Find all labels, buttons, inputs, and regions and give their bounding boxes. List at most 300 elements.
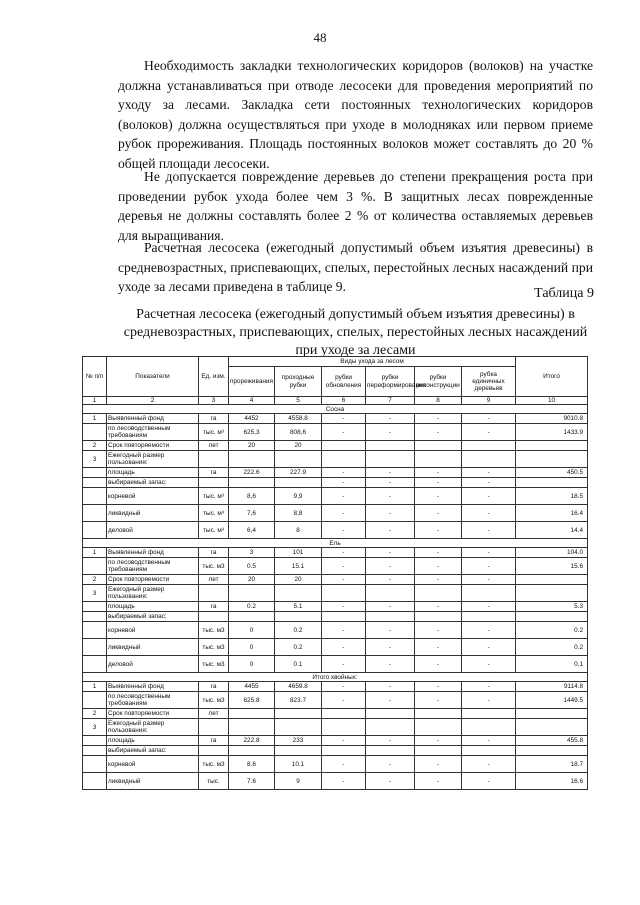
row-value: - [322, 468, 366, 478]
row-value: 20 [275, 441, 322, 451]
row-unit: тыс. м3 [199, 692, 229, 709]
row-value [462, 746, 516, 756]
table-row [83, 719, 588, 736]
row-num [83, 612, 107, 622]
row-value: - [462, 468, 516, 478]
row-value: - [415, 692, 462, 709]
row-value: - [366, 488, 415, 505]
row-unit: га [199, 736, 229, 746]
row-value [415, 719, 462, 736]
row-total: 1449.5 [516, 692, 588, 709]
col-number: 1 [83, 397, 107, 405]
table-row [83, 585, 588, 602]
row-indicator: Выявленный фонд [107, 414, 199, 424]
row-total: 18.7 [516, 756, 588, 773]
row-value: - [322, 505, 366, 522]
row-num: 1 [83, 682, 107, 692]
row-num [83, 505, 107, 522]
row-total: 450.5 [516, 468, 588, 478]
row-value: 0.2 [229, 602, 275, 612]
row-value: - [415, 478, 462, 488]
row-unit: тыс. м³ [199, 522, 229, 539]
table-row [83, 468, 588, 478]
row-value [462, 441, 516, 451]
row-indicator: деловой [107, 656, 199, 673]
row-unit: лет [199, 709, 229, 719]
row-value: - [322, 548, 366, 558]
row-indicator: корневой [107, 756, 199, 773]
row-value: 0.2 [275, 639, 322, 656]
row-total: 0.1 [516, 656, 588, 673]
row-value [462, 612, 516, 622]
table-row [83, 548, 588, 558]
row-value [415, 709, 462, 719]
row-indicator: ликвидный [107, 639, 199, 656]
row-value: 4455 [229, 682, 275, 692]
row-total [516, 451, 588, 468]
row-value: - [322, 692, 366, 709]
row-value: - [322, 622, 366, 639]
row-value: - [462, 575, 516, 585]
row-value: - [322, 488, 366, 505]
section-title: Итого хвойных: [83, 673, 588, 682]
row-value: - [415, 424, 462, 441]
row-value: - [366, 622, 415, 639]
row-value [322, 585, 366, 602]
row-unit: га [199, 468, 229, 478]
row-value [366, 441, 415, 451]
row-indicator: по лесоводственным требованиям [107, 558, 199, 575]
row-unit: га [199, 414, 229, 424]
header-total: Итого [516, 357, 588, 397]
row-value: - [322, 602, 366, 612]
row-value [275, 612, 322, 622]
row-value: - [415, 773, 462, 790]
row-unit: тыс. м3 [199, 558, 229, 575]
row-unit: тыс. м³ [199, 505, 229, 522]
row-total: 16.4 [516, 505, 588, 522]
allowable-cut-table [82, 356, 588, 790]
row-value: - [462, 488, 516, 505]
row-total [516, 746, 588, 756]
row-value [462, 719, 516, 736]
row-value: 823.7 [275, 692, 322, 709]
row-unit: тыс. [199, 773, 229, 790]
row-value: - [366, 505, 415, 522]
col-number: 9 [462, 397, 516, 405]
row-value: - [322, 656, 366, 673]
row-value: - [462, 602, 516, 612]
row-unit: тыс. м3 [199, 656, 229, 673]
row-num: 2 [83, 709, 107, 719]
row-value: 5.1 [275, 602, 322, 612]
header-indicator: Показатели [107, 357, 199, 397]
row-unit: лет [199, 441, 229, 451]
row-num [83, 424, 107, 441]
row-unit [199, 746, 229, 756]
row-value: 808,6 [275, 424, 322, 441]
row-value: 625,3 [229, 424, 275, 441]
row-value: - [415, 468, 462, 478]
table-row [83, 414, 588, 424]
row-value [415, 746, 462, 756]
row-value: - [366, 478, 415, 488]
row-total [516, 478, 588, 488]
row-indicator: выбираемый запас: [107, 746, 199, 756]
row-indicator: выбираемый запас: [107, 478, 199, 488]
row-unit: тыс. м³ [199, 488, 229, 505]
row-value: 9 [275, 773, 322, 790]
table-row [83, 682, 588, 692]
row-indicator: площадь [107, 736, 199, 746]
row-unit: га [199, 602, 229, 612]
row-value [275, 451, 322, 468]
row-total: 14.4 [516, 522, 588, 539]
table-row [83, 612, 588, 622]
row-value: - [415, 505, 462, 522]
row-indicator: ликвидный [107, 773, 199, 790]
row-value [462, 451, 516, 468]
row-value: - [415, 622, 462, 639]
row-value: - [322, 773, 366, 790]
row-value: - [462, 522, 516, 539]
row-value [366, 612, 415, 622]
table-row [83, 522, 588, 539]
col-number: 2 [107, 397, 199, 405]
row-value: - [322, 478, 366, 488]
row-num [83, 468, 107, 478]
row-indicator: Срок повторяемости [107, 709, 199, 719]
row-value: - [366, 575, 415, 585]
row-value [366, 585, 415, 602]
row-num [83, 736, 107, 746]
row-value: 233 [275, 736, 322, 746]
row-num: 3 [83, 451, 107, 468]
row-indicator: корневой [107, 622, 199, 639]
row-value: - [322, 575, 366, 585]
table-row [83, 451, 588, 468]
row-value [415, 441, 462, 451]
row-num [83, 558, 107, 575]
row-unit: тыс. м3 [199, 756, 229, 773]
row-value: - [462, 639, 516, 656]
table-row [83, 773, 588, 790]
row-value: 8 [275, 522, 322, 539]
row-value: - [366, 773, 415, 790]
row-value: - [366, 602, 415, 612]
row-indicator: площадь [107, 602, 199, 612]
row-num [83, 656, 107, 673]
row-num [83, 478, 107, 488]
row-indicator: деловой [107, 522, 199, 539]
table-row [83, 478, 588, 488]
row-value: - [415, 639, 462, 656]
row-indicator: Выявленный фонд [107, 682, 199, 692]
row-total: 9114.8 [516, 682, 588, 692]
row-unit [199, 478, 229, 488]
row-value: - [366, 522, 415, 539]
row-value: - [366, 468, 415, 478]
row-indicator: по лесоводственным требованиям [107, 424, 199, 441]
row-total: 9010.8 [516, 414, 588, 424]
row-value: 4452 [229, 414, 275, 424]
row-value: - [462, 692, 516, 709]
row-value: - [415, 558, 462, 575]
row-value: - [415, 414, 462, 424]
table-row [83, 736, 588, 746]
row-value [229, 451, 275, 468]
table-row [83, 602, 588, 612]
section-title: Ель [83, 539, 588, 548]
row-num [83, 639, 107, 656]
row-value: 0.1 [275, 656, 322, 673]
row-value: 0 [229, 622, 275, 639]
row-value [322, 612, 366, 622]
paragraph-table-reference: Расчетная лесосека (ежегодный допустимый объем изъятия древесины) в средневозрастных, приспевающих, спелых, перестойных лесных насаждений при уходе за лесами приведена в таблице 9. [118, 240, 593, 294]
col-number: 7 [366, 397, 415, 405]
row-value [322, 719, 366, 736]
table-row [83, 639, 588, 656]
row-value: 0.2 [275, 622, 322, 639]
paragraph-damage-limits: Не допускается повреждение деревьев до степени прекращения роста при проведении рубок ухода более чем 3 %. В защитных лесах поврежденные деревья не должны составлять более 2 % от количества оставляемых деревьев для выращивания. [118, 169, 593, 243]
row-value: - [366, 639, 415, 656]
row-value: - [322, 736, 366, 746]
row-value: - [462, 622, 516, 639]
row-value: - [462, 756, 516, 773]
header-type: рубки реконструкции [415, 367, 462, 397]
row-total [516, 612, 588, 622]
row-value: - [366, 558, 415, 575]
row-value: - [462, 656, 516, 673]
row-value [322, 709, 366, 719]
table-row [83, 622, 588, 639]
row-value: - [462, 424, 516, 441]
row-value [229, 612, 275, 622]
row-total [516, 719, 588, 736]
row-value: - [366, 424, 415, 441]
row-value [229, 478, 275, 488]
row-unit: га [199, 682, 229, 692]
row-value: 227.9 [275, 468, 322, 478]
col-number: 10 [516, 397, 588, 405]
table-row [83, 709, 588, 719]
row-value: - [322, 522, 366, 539]
row-num [83, 522, 107, 539]
row-total: 5.3 [516, 602, 588, 612]
row-value [322, 451, 366, 468]
row-value: - [322, 424, 366, 441]
row-value [366, 719, 415, 736]
row-value [366, 746, 415, 756]
row-unit: га [199, 548, 229, 558]
table-row [83, 656, 588, 673]
row-unit: тыс. м3 [199, 622, 229, 639]
row-indicator: Ежегодный размер пользования: [107, 451, 199, 468]
row-indicator: ликвидный [107, 505, 199, 522]
row-value: 3 [229, 548, 275, 558]
row-value: 10.1 [275, 756, 322, 773]
row-value [275, 709, 322, 719]
table-row [83, 488, 588, 505]
row-value: - [415, 602, 462, 612]
row-value: 0 [229, 639, 275, 656]
header-type: рубка единичных деревьев [462, 367, 516, 397]
row-num [83, 488, 107, 505]
table-row [83, 505, 588, 522]
table-row [83, 692, 588, 709]
row-value: - [366, 682, 415, 692]
row-unit [199, 585, 229, 602]
row-num: 3 [83, 585, 107, 602]
section-title: Сосна [83, 405, 588, 414]
row-total: 18.5 [516, 488, 588, 505]
row-value: 0.5 [229, 558, 275, 575]
row-num [83, 746, 107, 756]
row-value: - [322, 682, 366, 692]
table-row [83, 746, 588, 756]
row-total [516, 709, 588, 719]
row-value: 4558.8 [275, 414, 322, 424]
row-value: - [462, 478, 516, 488]
row-value: - [366, 736, 415, 746]
row-value: - [415, 548, 462, 558]
table-row [83, 424, 588, 441]
header-group: Виды ухода за лесом [229, 357, 516, 367]
row-indicator: Ежегодный размер пользования: [107, 585, 199, 602]
row-total: 15.6 [516, 558, 588, 575]
row-indicator: выбираемый запас: [107, 612, 199, 622]
row-total: 455.8 [516, 736, 588, 746]
row-value: 8,8 [275, 505, 322, 522]
row-value [229, 746, 275, 756]
col-number: 6 [322, 397, 366, 405]
row-total [516, 441, 588, 451]
row-value [229, 709, 275, 719]
row-value [462, 709, 516, 719]
table-row [83, 558, 588, 575]
col-number: 8 [415, 397, 462, 405]
row-num [83, 622, 107, 639]
row-total: 0.2 [516, 639, 588, 656]
row-indicator: площадь [107, 468, 199, 478]
row-indicator: Выявленный фонд [107, 548, 199, 558]
table-label: Таблица 9 [534, 286, 594, 301]
row-total: 1433.9 [516, 424, 588, 441]
row-indicator: Ежегодный размер пользования: [107, 719, 199, 736]
row-indicator: корневой [107, 488, 199, 505]
row-unit: тыс. м³ [199, 424, 229, 441]
row-value: 20 [275, 575, 322, 585]
row-num: 1 [83, 548, 107, 558]
row-unit: тыс. м3 [199, 639, 229, 656]
row-num: 3 [83, 719, 107, 736]
row-value: - [415, 736, 462, 746]
row-value: - [366, 756, 415, 773]
row-total [516, 585, 588, 602]
row-value [275, 746, 322, 756]
row-num [83, 756, 107, 773]
row-value: - [462, 736, 516, 746]
row-total: 0.2 [516, 622, 588, 639]
row-value [275, 585, 322, 602]
row-value: 0 [229, 656, 275, 673]
row-value [366, 451, 415, 468]
row-unit [199, 451, 229, 468]
row-value: - [415, 682, 462, 692]
row-value: 8,6 [229, 488, 275, 505]
row-num [83, 692, 107, 709]
row-unit [199, 612, 229, 622]
row-value: 625.8 [229, 692, 275, 709]
col-number: 3 [199, 397, 229, 405]
row-value: 20 [229, 575, 275, 585]
row-num [83, 602, 107, 612]
row-num [83, 773, 107, 790]
row-value: 4659.8 [275, 682, 322, 692]
header-type: рубки переформирования [366, 367, 415, 397]
row-value: 15.1 [275, 558, 322, 575]
header-type: рубки обновления [322, 367, 366, 397]
header-num: № п/п [83, 357, 107, 397]
table-row [83, 575, 588, 585]
row-value [415, 612, 462, 622]
row-value: - [366, 656, 415, 673]
row-value [229, 585, 275, 602]
table-caption: Расчетная лесосека (ежегодный допустимый объем изъятия древесины) в средневозрастных, приспевающих, спелых, перестойных лесных насаждений при уходе за лесами [123, 307, 588, 358]
table-row [83, 441, 588, 451]
page-number: 48 [313, 30, 327, 45]
row-value [415, 451, 462, 468]
row-value: - [415, 575, 462, 585]
row-indicator: по лесоводственным требованиям [107, 692, 199, 709]
row-indicator: Срок повторяемости [107, 441, 199, 451]
row-value: 9,9 [275, 488, 322, 505]
row-value [415, 585, 462, 602]
row-value: - [415, 522, 462, 539]
row-value [366, 709, 415, 719]
row-value [275, 719, 322, 736]
row-total: 104.0 [516, 548, 588, 558]
row-unit [199, 719, 229, 736]
row-value: - [462, 773, 516, 790]
row-num: 2 [83, 441, 107, 451]
row-value: - [366, 414, 415, 424]
row-value: - [462, 682, 516, 692]
row-value: - [415, 756, 462, 773]
row-value: 20 [229, 441, 275, 451]
row-unit: лет [199, 575, 229, 585]
row-value [275, 478, 322, 488]
header-unit: Ед. изм. [199, 357, 229, 397]
row-value: - [462, 548, 516, 558]
row-value: - [322, 558, 366, 575]
row-total [516, 575, 588, 585]
row-value: - [415, 488, 462, 505]
row-value: - [462, 414, 516, 424]
row-num: 2 [83, 575, 107, 585]
row-value: - [462, 505, 516, 522]
row-value: - [322, 639, 366, 656]
row-value: - [322, 414, 366, 424]
paragraph-corridors: Необходимость закладки технологических коридоров (волоков) на участке должна устанавливаться при отводе лесосеки для проведения мероприятий по уходу за лесами. Закладка сети постоянных технологических коридоров (волоков) должна осуществляться при уходе в молодняках или первом приеме рубок прореживания. Площадь постоянных волоков может составлять до 20 % общей площади лесосеки. [118, 58, 593, 171]
row-value: - [322, 756, 366, 773]
row-value: 6,4 [229, 522, 275, 539]
col-number: 5 [275, 397, 322, 405]
row-value: 222.8 [229, 736, 275, 746]
row-value: 7,6 [229, 505, 275, 522]
row-value: - [366, 692, 415, 709]
col-number: 4 [229, 397, 275, 405]
